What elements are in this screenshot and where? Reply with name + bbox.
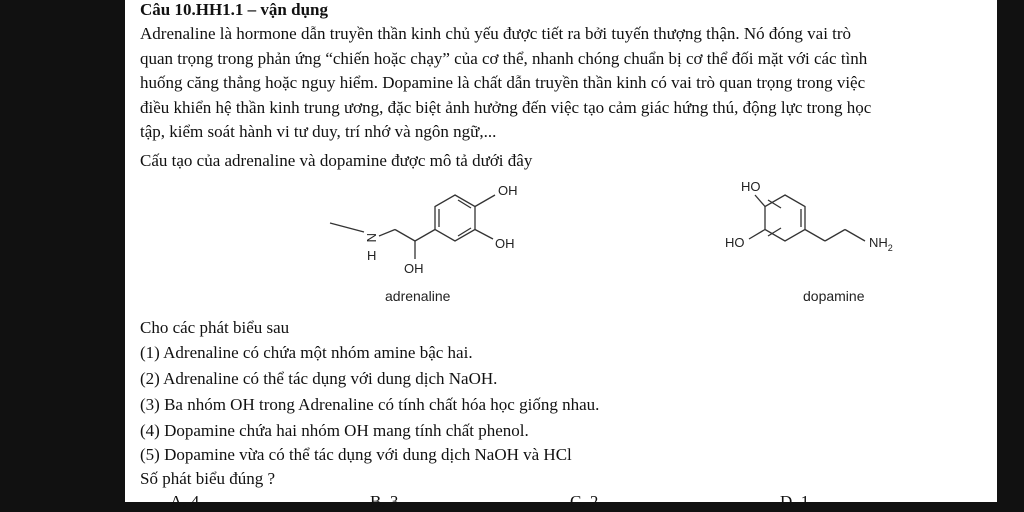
- adrenaline-benzene-ring: [435, 195, 475, 241]
- question-ask: Số phát biểu đúng ?: [140, 469, 276, 488]
- adrenaline-oh-chain: OH: [404, 261, 424, 276]
- adrenaline-bond: [395, 230, 415, 242]
- statement-item: (4) Dopamine chứa hai nhóm OH mang tính chất phenol.: [140, 421, 529, 440]
- dopamine-bond: [845, 230, 865, 242]
- option-d[interactable]: D. 1: [780, 492, 810, 511]
- option-c[interactable]: C. 2: [570, 492, 599, 511]
- prompt-line: Cho các phát biểu sau: [140, 318, 290, 337]
- structures-intro: Cấu tạo của adrenaline và dopamine được mô tả dưới đây: [140, 151, 533, 170]
- statement-item: (5) Dopamine vừa có thể tác dụng với dung dịch NaOH và HCl: [140, 445, 572, 464]
- intro-line: quan trọng trong phản ứng “chiến hoặc chạy” của cơ thể, nhanh chóng chuẩn bị cơ thể đối mặt với các tình: [140, 48, 868, 68]
- question-title: Câu 10.HH1.1 – vận dụng: [140, 0, 328, 19]
- dopamine-structure: [725, 179, 893, 304]
- adrenaline-oh-mid: OH: [495, 236, 515, 251]
- dopamine-bond: [825, 230, 845, 242]
- molecule-figure: [315, 173, 893, 311]
- intro-line: điều khiển hệ thần kinh trung ương, đặc biệt ảnh hưởng đến việc tạo cảm giác hứng thú, động lực trong học: [140, 97, 872, 117]
- statement-item: (2) Adrenaline có thể tác dụng với dung dịch NaOH.: [140, 369, 498, 388]
- intro-line: Adrenaline là hormone dẫn truyền thần kinh chủ yếu được tiết ra bởi tuyến thượng thận. Nó đóng vai trò: [140, 24, 852, 43]
- dopamine-bond: [805, 230, 825, 242]
- adrenaline-bond: [415, 230, 435, 242]
- dopamine-bond: [755, 195, 765, 207]
- dopamine-ho-mid: HO: [725, 235, 745, 250]
- option-b[interactable]: B. 3: [370, 492, 399, 511]
- option-a[interactable]: A. 4: [170, 492, 200, 511]
- dopamine-ho-top: HO: [741, 179, 761, 194]
- dopamine-bond: [749, 230, 765, 240]
- adrenaline-bond: [475, 230, 493, 240]
- statement-item: (1) Adrenaline có chứa một nhóm amine bậc hai.: [140, 343, 473, 362]
- adrenaline-bond: [379, 230, 395, 237]
- intro-paragraph: [140, 22, 980, 145]
- adrenaline-oh-top: OH: [498, 183, 518, 198]
- document-page: [125, 0, 997, 511]
- intro-line: tập, kiểm soát hành vi tư duy, trí nhớ và ngôn ngữ,...: [140, 122, 497, 141]
- intro-line: huống căng thẳng hoặc nguy hiểm. Dopamine là chất dẫn truyền thần kinh có vai trò quan trọng trong việc: [140, 73, 866, 92]
- adrenaline-bond: [475, 195, 495, 207]
- adrenaline-n-hydrogen: H: [367, 248, 377, 263]
- dopamine-label: dopamine: [803, 288, 865, 304]
- statement-item: (3) Ba nhóm OH trong Adrenaline có tính chất hóa học giống nhau.: [140, 395, 600, 414]
- adrenaline-label: adrenaline: [385, 288, 451, 304]
- adrenaline-structure: [330, 183, 518, 304]
- dopamine-nh2: $NH_2$: [869, 235, 893, 253]
- adrenaline-bond: [330, 223, 364, 232]
- adrenaline-nitrogen: N: [364, 233, 379, 243]
